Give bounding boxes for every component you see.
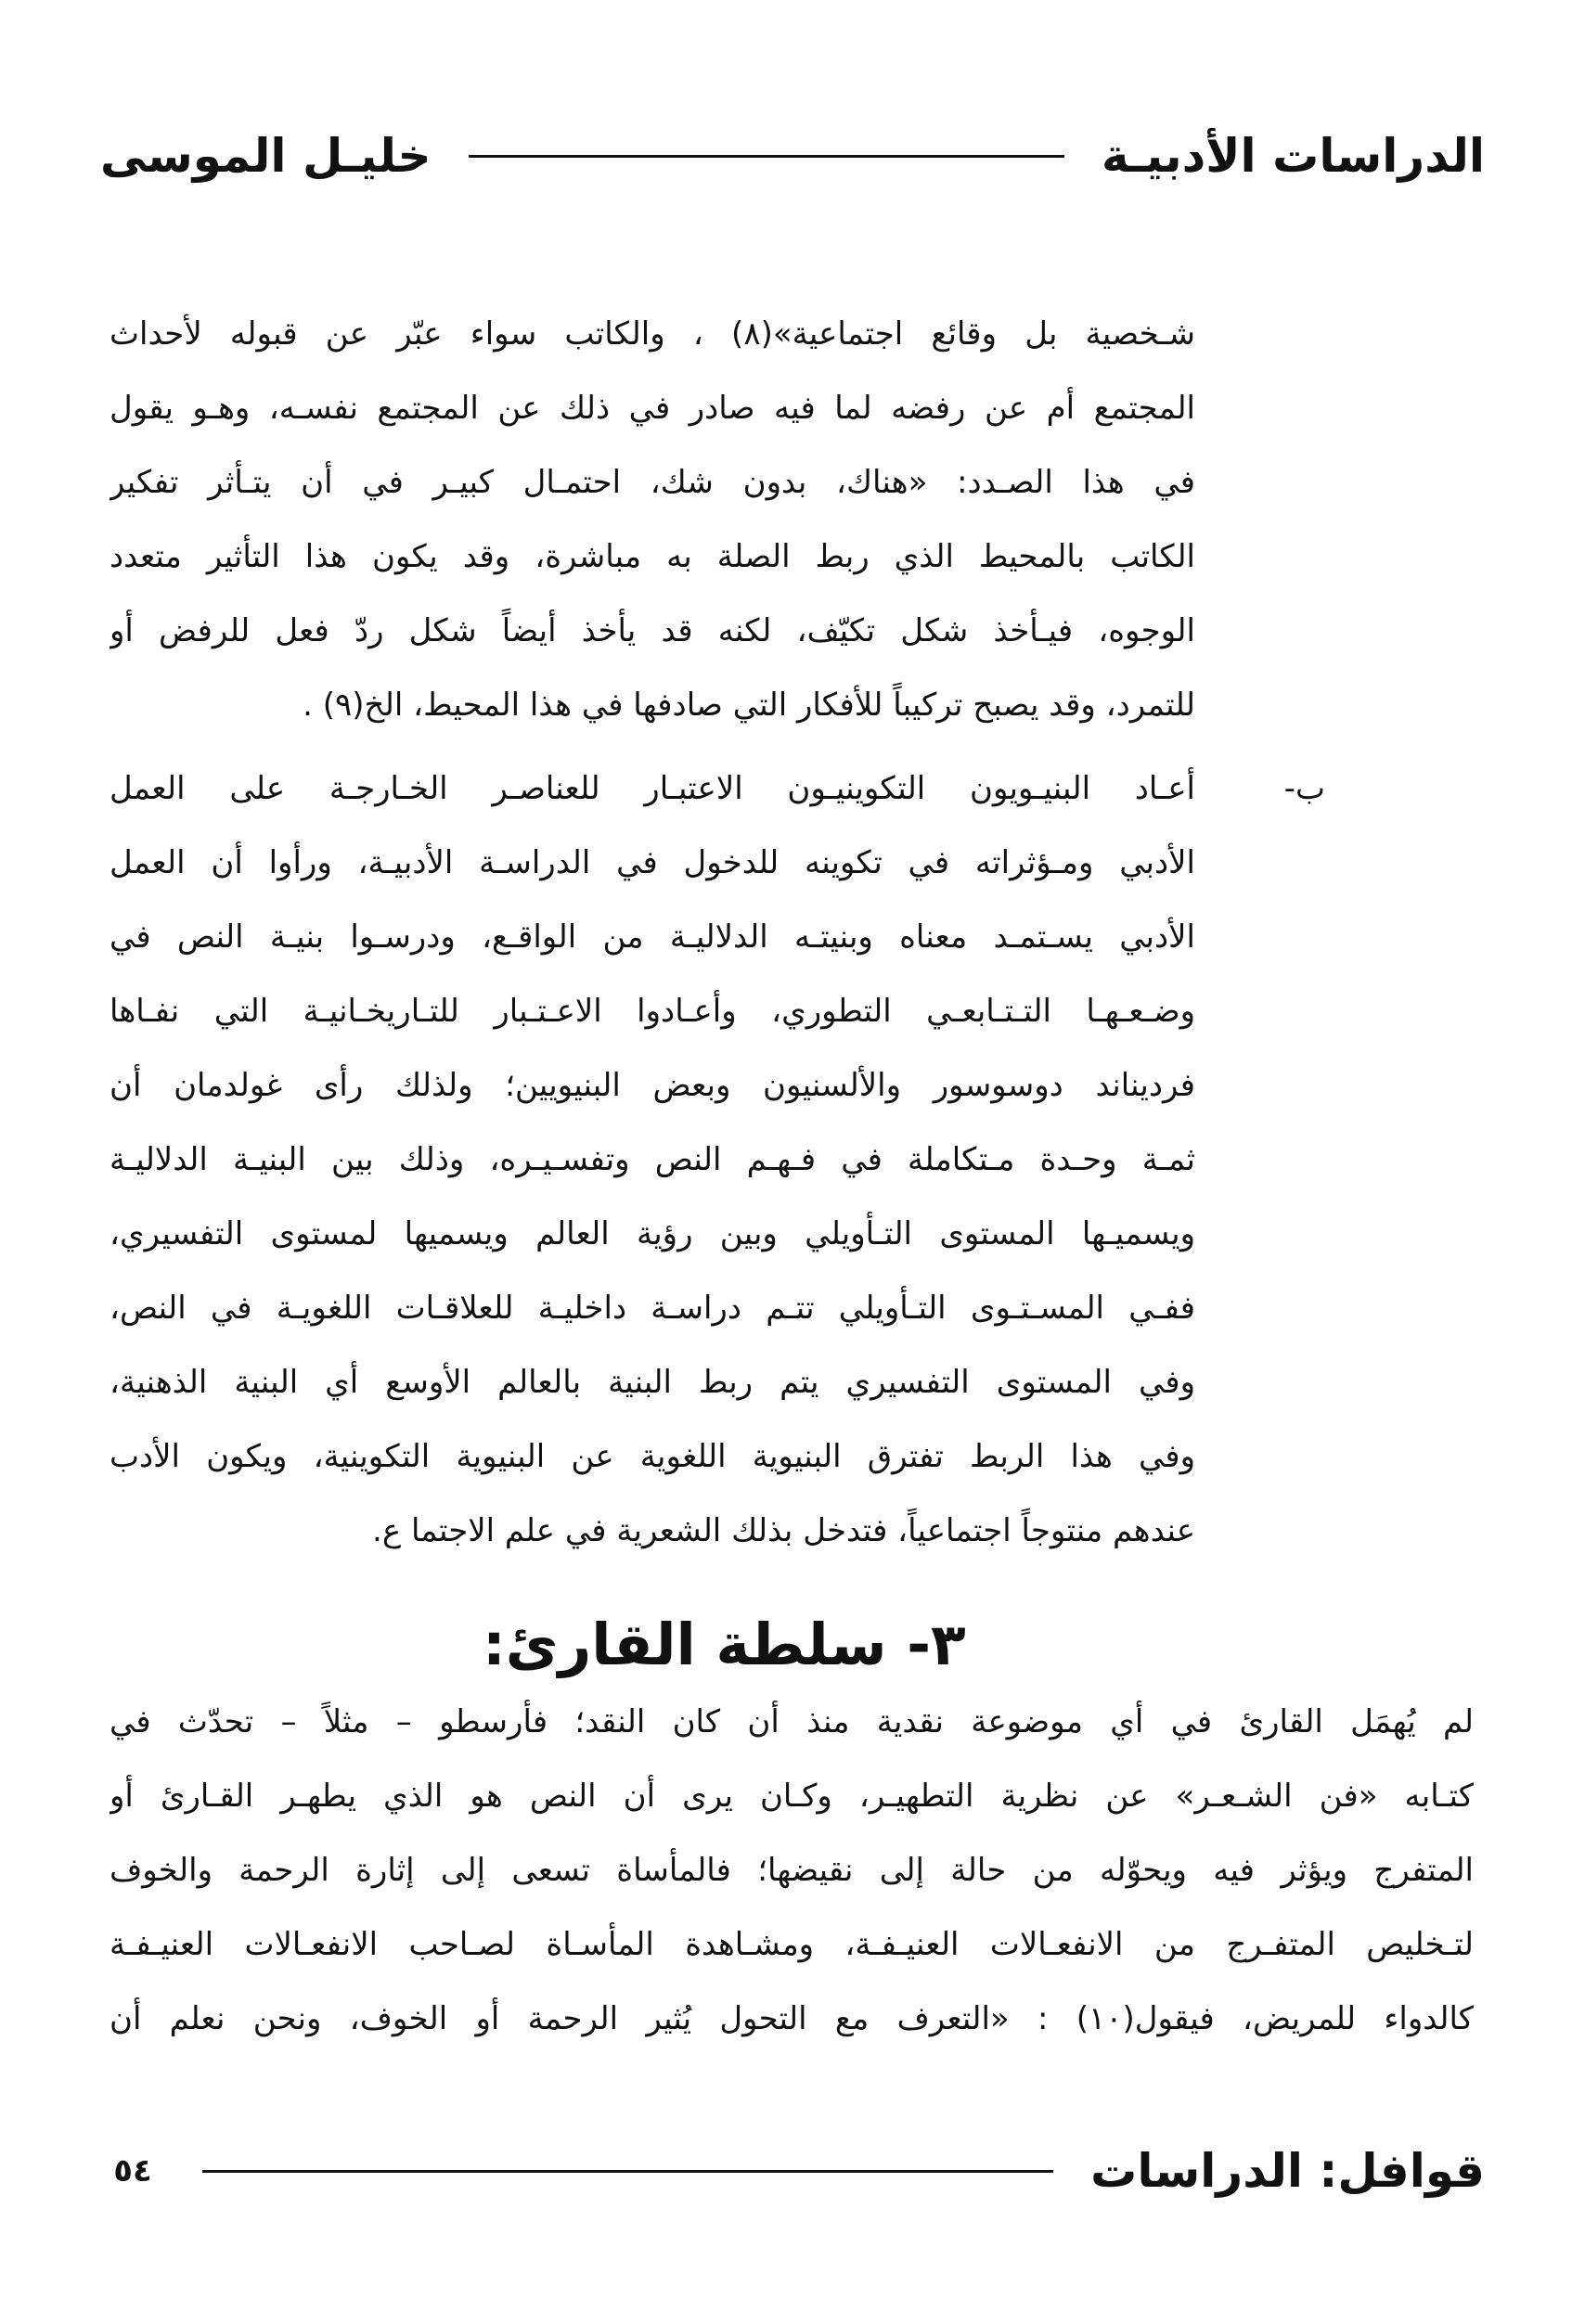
footer-rule: [202, 2170, 1053, 2173]
text-line: في هذا الصـدد: «هناك، بدون شك، احتمـال كبيـر في أن يتـأثر تفكير: [110, 464, 1195, 501]
text-line: ويسميـها المستوى التـأويلي وبين رؤية العالم ويسميها لمستوى التفسيري،: [110, 1215, 1195, 1252]
page-header: [100, 119, 1485, 193]
quote-paragraph: [110, 297, 1195, 742]
text-line: ثمـة وحـدة مـتكاملة في فـهـم النص وتفسـيـره، وذلك بين البنيـة الدلاليـة: [110, 1141, 1195, 1178]
text-line: الأدبي ومـؤثراته في تكوينه للدخول في الدراسـة الأدبيـة، ورأوا أن العمل: [110, 844, 1195, 881]
text-line: كالدواء للمريض، فيقول(١٠) : «التعرف مع التحول يُثير الرحمة أو الخوف، ونحن نعلم أن: [110, 2000, 1474, 2037]
text-line: فرديناند دوسوسور والألسنيون وبعض البنيويين؛ ولذلك رأى غولدمان أن: [110, 1067, 1195, 1104]
text-line: المتفرج ويؤثر فيه ويحوّله من حالة إلى نقيضها؛ فالمأساة تسعى إلى إثارة الرحمة والخوف: [110, 1852, 1474, 1889]
page-number: ٥٤: [113, 2152, 152, 2189]
text-line: كتـابه «فن الشـعـر» عن نظرية التطهيـر، وكـان يرى أن النص هو الذي يطهـر القـارئ أو: [110, 1778, 1474, 1815]
text-line: لتـخليص المتفـرج من الانفعـالات العنيـفـة، ومشـاهدة المأسـاة لصـاحب الانفعـالات العنيـفـة: [110, 1926, 1474, 1963]
text-line: شـخصية بل وقائع اجتماعية»(٨) ، والكاتب سواء عبّر عن قبوله لأحداث: [110, 315, 1195, 353]
text-line: الأدبي يسـتمـد معناه وبنيتـه الدلاليـة من الواقـع، ودرسـوا بنيـة النص في: [110, 918, 1195, 956]
text-line: ففـي المسـتـوى التـأويلي تتـم دراسـة داخليـة للعلاقـات اللغويـة في النص،: [110, 1290, 1195, 1327]
text-line: وضـعـهـا التـتـابعـي التطوري، وأعـادوا الاعـتـبار للتـاريخـانيـة التي نفـاها: [110, 993, 1195, 1030]
text-line: عندهم منتوجاً اجتماعياً، فتدخل بذلك الشعرية في علم الاجتما ع.: [372, 1512, 1195, 1549]
section-heading: ٣- سلطة القارئ:: [483, 1611, 966, 1678]
section-paragraph: [110, 1685, 1474, 2056]
text-line: لم يُهمَل القارئ في أي موضوعة نقدية منذ أن كان النقد؛ فأرسطو – مثلاً – تحدّث في: [110, 1703, 1474, 1740]
page-footer: [100, 2134, 1485, 2208]
list-marker-b: ب-: [1283, 770, 1325, 807]
header-rule: [469, 155, 1065, 158]
text-line: للتمرد، وقد يصبح تركيباً للأفكار التي صادفها في هذا المحيط، الخ(٩) .: [303, 687, 1195, 724]
text-line: الوجوه، فيـأخذ شكل تكيّف، لكنه قد يأخذ أيضاً شكل ردّ فعل للرفض أو: [110, 612, 1195, 649]
text-line: المجتمع أم عن رفضه لما فيه صادر في ذلك عن المجتمع نفسـه، وهـو يقول: [110, 390, 1195, 427]
point-b-paragraph: [110, 751, 1195, 1568]
author-name: خليـل الموسى: [100, 129, 432, 183]
journal-name: قوافل: الدراسات: [1090, 2144, 1485, 2198]
text-line: وفي المستوى التفسيري يتم ربط البنية بالعالم الأوسع أي البنية الذهنية،: [110, 1364, 1195, 1401]
text-line: أعـاد البنيـويون التكوينيـون الاعتبـار للعناصـر الخـارجـة على العمل: [110, 770, 1195, 807]
text-line: وفي هذا الربط تفترق البنيوية اللغوية عن البنيوية التكوينية، ويكون الأدب: [110, 1438, 1195, 1475]
text-line: الكاتب بالمحيط الذي ربط الصلة به مباشرة، وقد يكون هذا التأثير متعدد: [110, 538, 1195, 575]
running-title: الدراسات الأدبيـة: [1102, 129, 1485, 183]
